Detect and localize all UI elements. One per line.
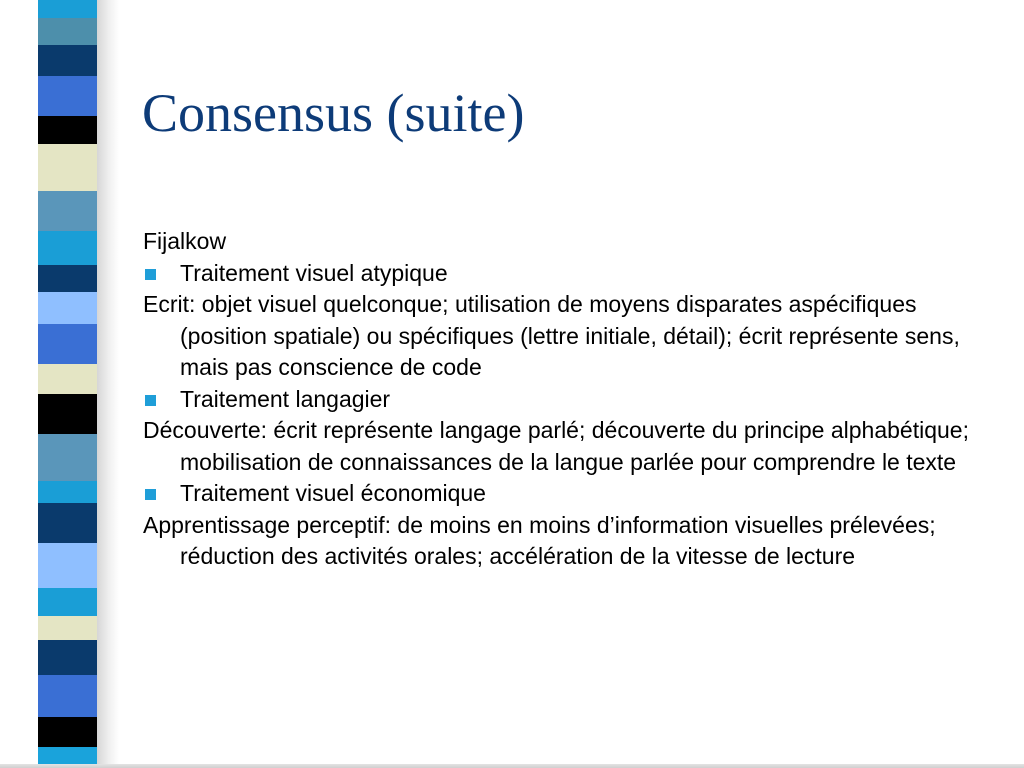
slide-body bbox=[143, 226, 1003, 573]
strip-block bbox=[38, 292, 97, 324]
bullet-text: Traitement langagier bbox=[180, 385, 391, 412]
strip-block bbox=[38, 717, 97, 747]
strip-block bbox=[38, 640, 97, 675]
strip-block bbox=[38, 231, 97, 265]
bottom-divider bbox=[0, 764, 1024, 768]
strip-block bbox=[38, 191, 97, 231]
strip-block bbox=[38, 76, 97, 116]
strip-block bbox=[38, 18, 97, 45]
strip-block bbox=[38, 364, 97, 394]
strip-block bbox=[38, 543, 97, 588]
bullet-item bbox=[143, 258, 1003, 290]
body-paragraph: Ecrit: objet visuel quelconque; utilisation de moyens disparates aspécifiques (position spatiale) ou spécifiques (lettre initiale, détail); écrit représente sens, mais pas conscience de code bbox=[143, 291, 960, 380]
square-bullet-icon bbox=[145, 395, 156, 406]
section-heading: Fijalkow bbox=[143, 228, 227, 254]
square-bullet-icon bbox=[145, 269, 156, 280]
strip-block bbox=[38, 116, 97, 144]
strip-shadow bbox=[97, 0, 119, 768]
strip-block bbox=[38, 616, 97, 640]
strip-block bbox=[38, 0, 97, 18]
strip-block bbox=[38, 324, 97, 364]
bullet-text: Traitement visuel économique bbox=[180, 480, 486, 506]
body-paragraph: Apprentissage perceptif: de moins en moins d’information visuelles prélevées; réduction des activités orales; accélération de la vitesse de lecture bbox=[143, 511, 936, 569]
strip-block bbox=[38, 588, 97, 616]
strip-block bbox=[38, 675, 97, 717]
bullet-item bbox=[143, 478, 1003, 510]
strip-block bbox=[38, 265, 97, 292]
slide-title: Consensus (suite) bbox=[142, 83, 525, 143]
strip-block bbox=[38, 434, 97, 481]
strip-block bbox=[38, 503, 97, 543]
strip-block bbox=[38, 394, 97, 434]
color-blocks-strip bbox=[38, 0, 97, 768]
body-paragraph: Découverte: écrit représente langage parlé; découverte du principe alphabétique; mobilisation de connaissances de la langue parlée pour comprendre le texte bbox=[143, 417, 969, 475]
strip-block bbox=[38, 144, 97, 191]
strip-block bbox=[38, 45, 97, 76]
decorative-strip bbox=[0, 0, 120, 768]
bullet-text: Traitement visuel atypique bbox=[180, 259, 448, 286]
strip-block bbox=[38, 481, 97, 503]
bullet-item bbox=[143, 384, 1003, 416]
square-bullet-icon bbox=[145, 489, 156, 500]
